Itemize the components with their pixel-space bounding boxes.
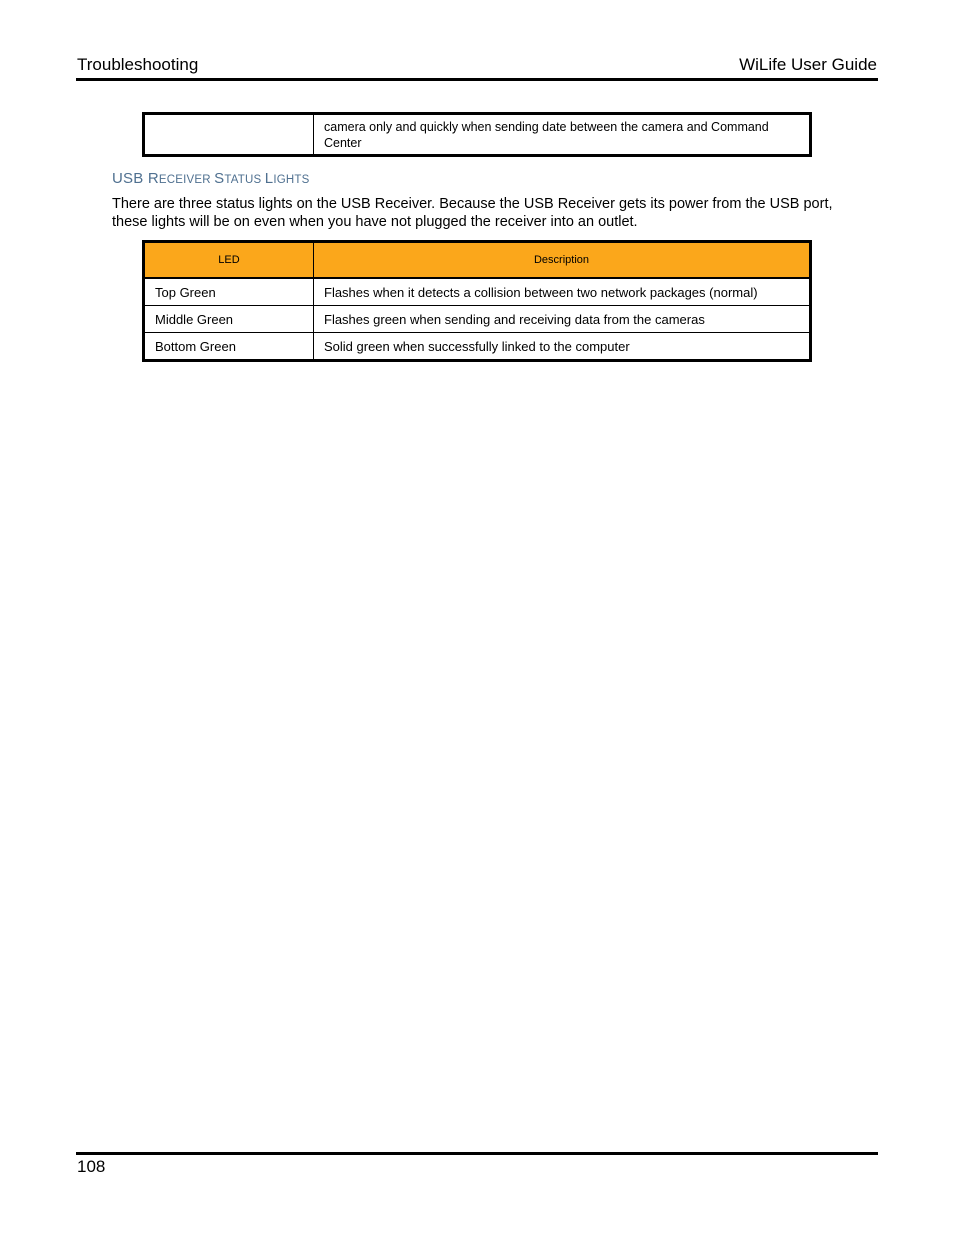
- table-row: [144, 278, 811, 306]
- section-paragraph: There are three status lights on the USB Receiver. Because the USB Receiver gets its power from the USB port, these lights will be on even when you have not plugged the receiver into an outlet.: [112, 196, 833, 230]
- led-name-cell: Middle Green: [144, 306, 314, 333]
- column-header-led: LED: [144, 242, 314, 279]
- led-status-table: [142, 240, 812, 362]
- continued-table: [142, 112, 812, 157]
- page-header: [76, 54, 878, 81]
- heading-part: L: [264, 170, 274, 187]
- table-row: [144, 333, 811, 361]
- heading-part: TATUS: [224, 174, 265, 186]
- led-description-cell: Flashes green when sending and receiving data from the cameras: [314, 306, 811, 333]
- footer-rule: [76, 1152, 878, 1155]
- heading-part: ECEIVER: [158, 174, 215, 186]
- page-number: 108: [77, 1157, 106, 1176]
- heading-part: IGHTS: [273, 174, 310, 186]
- table-row: [144, 114, 811, 156]
- table-cell: [144, 114, 314, 156]
- section-heading: [112, 170, 309, 187]
- heading-part: R: [147, 170, 159, 187]
- header-guide-title: WiLife User Guide: [739, 55, 877, 74]
- header-section-title: Troubleshooting: [77, 55, 199, 74]
- led-name-cell: Bottom Green: [144, 333, 314, 361]
- table-cell: camera only and quickly when sending date between the camera and Command Center: [324, 119, 769, 150]
- heading-part: USB: [112, 170, 148, 187]
- table-header-row: [144, 242, 811, 279]
- led-name-cell: Top Green: [144, 278, 314, 306]
- heading-part: S: [214, 170, 225, 187]
- led-description-cell: Solid green when successfully linked to the computer: [324, 338, 630, 354]
- column-header-description: Description: [314, 242, 811, 279]
- table-row: [144, 306, 811, 333]
- led-description-cell: Flashes when it detects a collision between two network packages (normal): [314, 278, 811, 306]
